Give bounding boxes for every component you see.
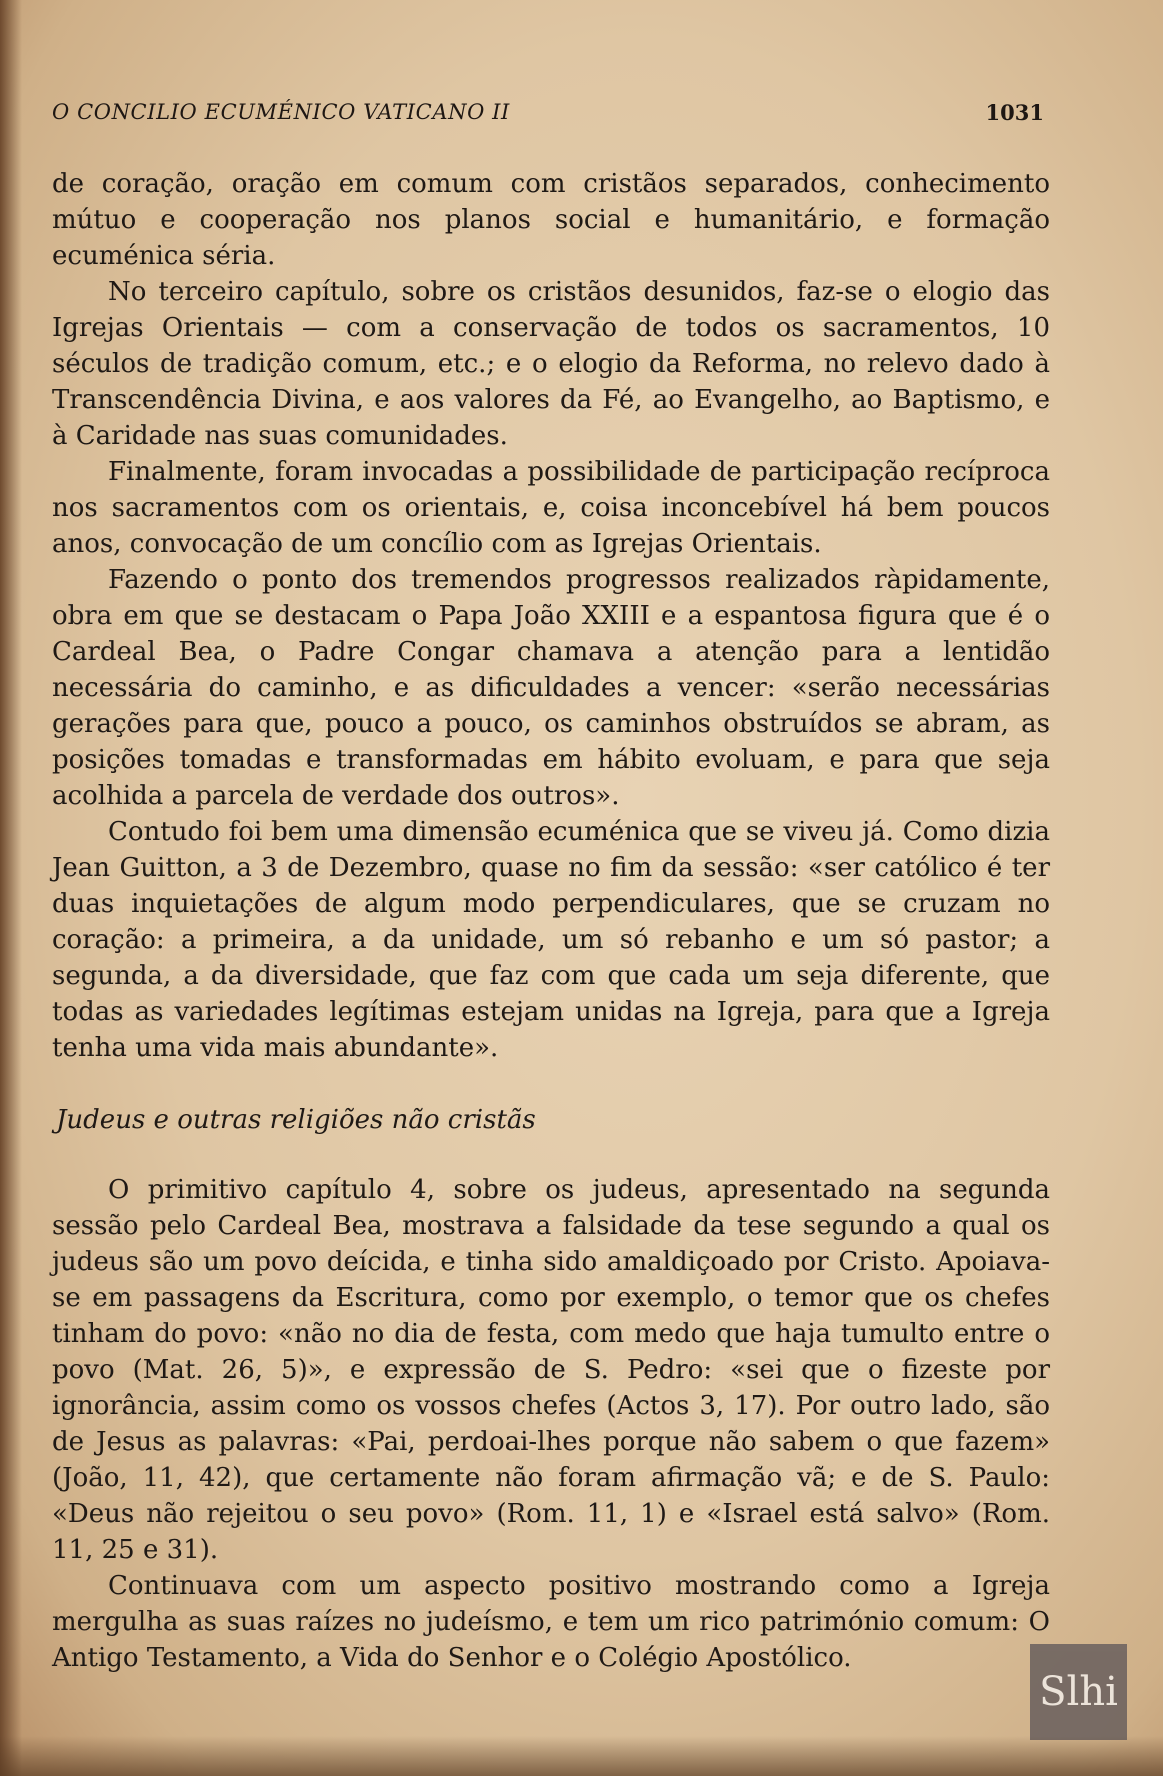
paragraph: Contudo foi bem uma dimensão ecuménica que se viveu já. Como dizia Jean Guitton, a 3 de Dezembro, quase no fim da sessão: «ser católico é ter duas inquietações de algum modo perpendiculares, que se cruzam no coração: a primeira, a da unidade, um só rebanho e um só pastor; a segunda, a da diversidade, que faz com que cada um seja diferente, que todas as variedades legítimas estejam unidas na Igreja, para que a Igreja tenha uma vida mais abundante». <box>52 817 1050 1063</box>
paragraph: Fazendo o ponto dos tremendos progressos realizados ràpidamente, obra em que se destacam o Papa João XXIII e a espantosa figura que é o Cardeal Bea, o Padre Congar chamava a atenção para a lentidão necessária do caminho, e as dificuldades a vencer: «serão necessárias gerações para que, pouco a pouco, os caminhos obstruídos se abram, as posições tomadas e transformadas em hábito evoluam, e para que seja acolhida a parcela de verdade dos outros». <box>52 565 1050 811</box>
paragraph: O primitivo capítulo 4, sobre os judeus, apresentado na segunda sessão pelo Cardeal Bea, mostrava a falsidade da tese segundo a qual os judeus são um povo deícida, e tinha sido amaldiçoado por Cristo. Apoiava-se em passagens da Escritura, como por exemplo, o temor que os chefes tinham do povo: «não no dia de festa, com medo que haja tumulto entre o povo (Mat. 26, 5)», e expressão de S. Pedro: «sei que o fizeste por ignorância, assim como os vossos chefes (Actos 3, 17). Por outro lado, são de Jesus as palavras: «Pai, perdoai-lhes porque não sabem o que fazem» (João, 11, 42), que certamente não foram afirmação vã; e de S. Paulo: «Deus não rejeitou o seu povo» (Rom. 11, 1) e «Israel está salvo» (Rom. 11, 25 e 31). <box>52 1175 1050 1565</box>
watermark-logo <box>1030 1644 1127 1740</box>
watermark-text: Slhi <box>1039 1669 1118 1715</box>
running-header <box>52 100 1044 125</box>
body-text-part1 <box>52 166 1050 1066</box>
paragraph: Finalmente, foram invocadas a possibilidade de participação recíproca nos sacramentos com os orientais, e, coisa inconcebível há bem poucos anos, convocação de um concílio com as Igrejas Orientais. <box>52 457 1050 559</box>
section-heading: Judeus e outras religiões não cristãs <box>56 1105 536 1135</box>
paragraph: Continuava com um aspecto positivo mostrando como a Igreja mergulha as suas raízes no judeísmo, e tem um rico património comum: O Antigo Testamento, a Vida do Senhor e o Colégio Apostólico. <box>52 1571 1050 1673</box>
paragraph: de coração, oração em comum com cristãos separados, conhecimento mútuo e cooperação nos planos social e humanitário, e formação ecuménica séria. <box>52 169 1050 271</box>
running-title: O CONCILIO ECUMÉNICO VATICANO II <box>52 100 510 124</box>
page-number: 1031 <box>985 100 1044 125</box>
paragraph: No terceiro capítulo, sobre os cristãos desunidos, faz-se o elogio das Igrejas Orientais — com a conservação de todos os sacramentos, 10 séculos de tradição comum, etc.; e o elogio da Reforma, no relevo dado à Transcendência Divina, e aos valores da Fé, ao Evangelho, ao Baptismo, e à Caridade nas suas comunidades. <box>52 277 1050 451</box>
body-text-part2 <box>52 1172 1050 1676</box>
